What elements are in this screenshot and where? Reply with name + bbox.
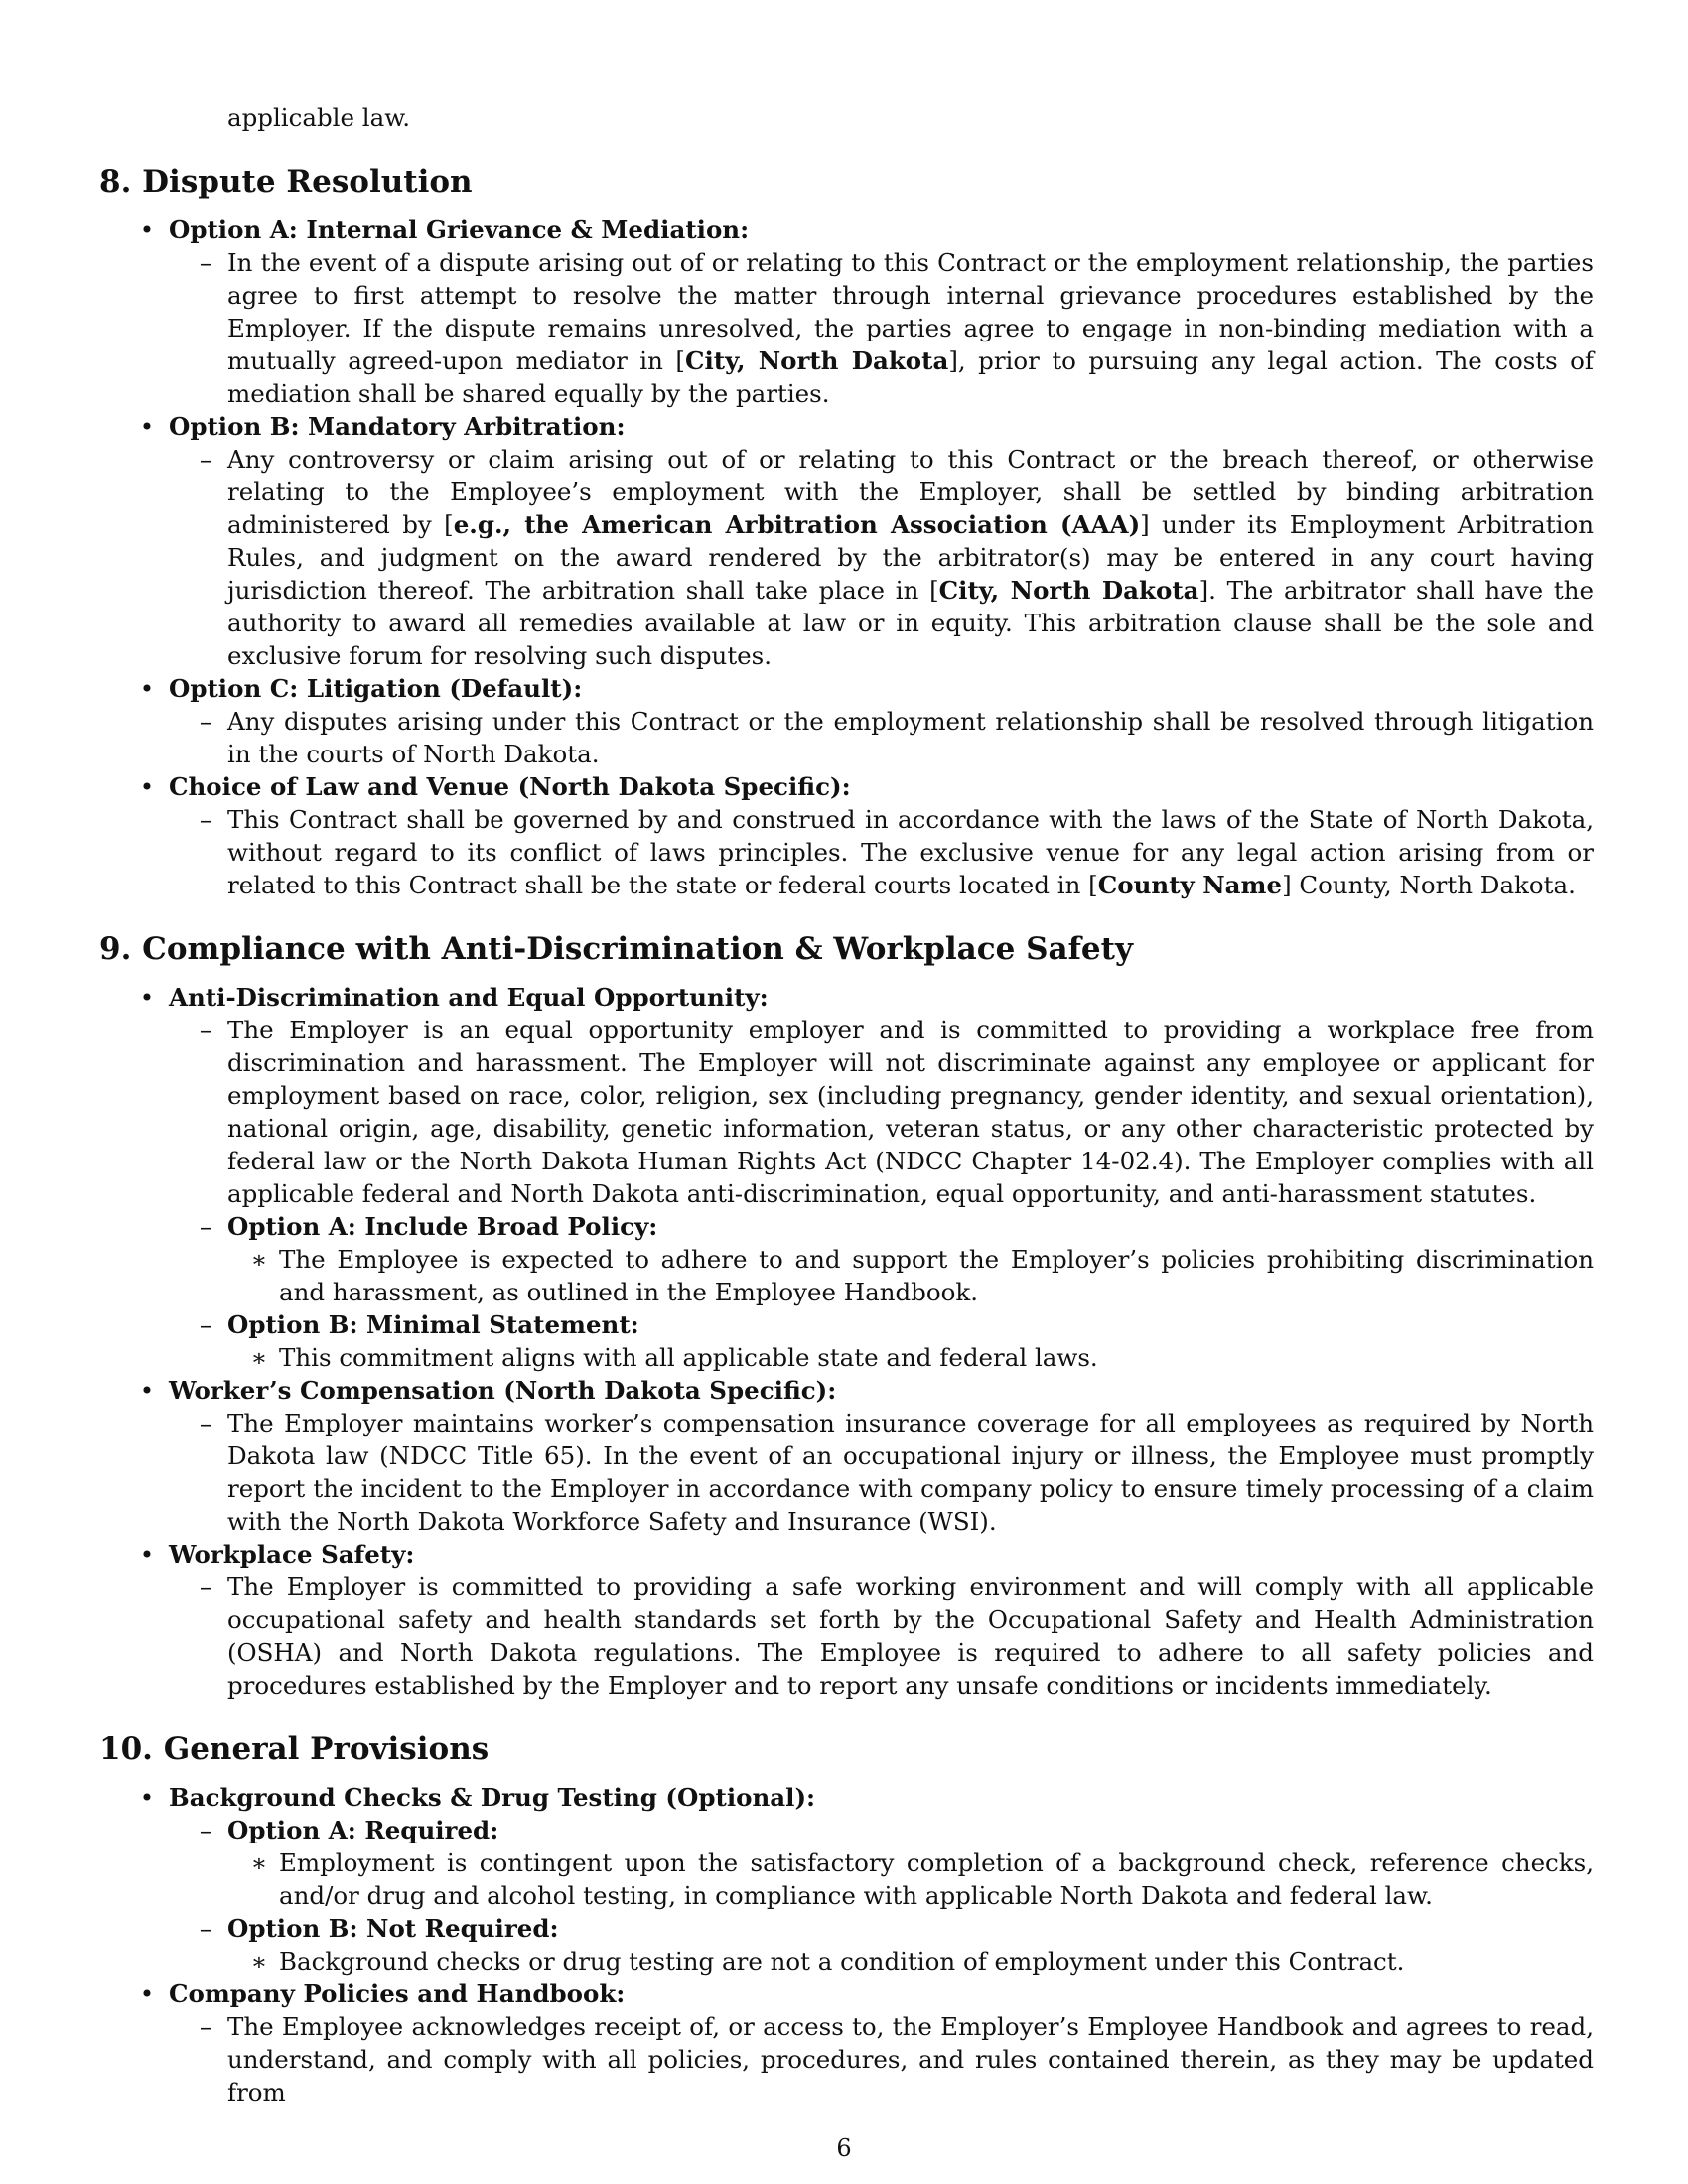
sub-sub-item bbox=[227, 1846, 1594, 1912]
sub-list bbox=[169, 705, 1594, 770]
sub-list bbox=[169, 1570, 1594, 1702]
item-text: This commitment aligns with all applicable state and federal laws. bbox=[279, 1343, 1098, 1372]
star-marker: ∗ bbox=[250, 1947, 268, 1976]
item-heading: Company Policies and Handbook: bbox=[169, 1979, 626, 2008]
section-number: 10. bbox=[99, 1731, 153, 1767]
sub-sub-item bbox=[227, 1341, 1594, 1374]
section-title: General Provisions bbox=[163, 1731, 490, 1767]
list-item-background-checks bbox=[99, 1781, 1594, 1978]
bullet-marker: • bbox=[139, 1540, 155, 1569]
item-heading: Background Checks & Drug Testing (Optional): bbox=[169, 1783, 816, 1812]
list-item-choice-of-law bbox=[99, 770, 1594, 901]
item-text: Background checks or drug testing are not a condition of employment under this Contract. bbox=[279, 1947, 1405, 1976]
dash-marker: – bbox=[199, 1310, 212, 1339]
item-text: Any disputes arising under this Contract or the employment relationship shall be resolved through litigation in the courts of North Dakota. bbox=[227, 707, 1594, 768]
item-heading: Option B: Not Required: bbox=[227, 1914, 559, 1943]
list-item-option-c bbox=[99, 672, 1594, 770]
placeholder-text: e.g., the American Arbitration Association (AAA) bbox=[453, 510, 1141, 539]
item-text: ] under its Employment Arbitration Rules, and judgment on the award rendered by the arbitrator(s) may be entered in any court having jurisdiction thereof. The arbitration shall take place in [ bbox=[227, 510, 1595, 605]
sub-sub-list bbox=[227, 1243, 1594, 1308]
item-text: In the event of a dispute arising out of or relating to this Contract or the employment relationship, the parties agree to first attempt to resolve the matter through internal grievance procedures established by the Employer. If the dispute remains unresolved, the parties agree to engage in non-binding mediation with a mutually agreed-upon mediator in [ bbox=[227, 248, 1594, 375]
dash-marker: – bbox=[199, 805, 212, 834]
sub-item bbox=[169, 443, 1594, 672]
item-text: The Employee is expected to adhere to and support the Employer’s policies prohibiting discrimination and harassment, as outlined in the Employee Handbook. bbox=[279, 1245, 1594, 1306]
item-text: The Employee acknowledges receipt of, or access to, the Employer’s Employee Handbook and agrees to read, understand, and comply with all policies, procedures, and rules contained therein, as they may be updated from bbox=[227, 2012, 1594, 2107]
item-heading: Option C: Litigation (Default): bbox=[169, 674, 583, 703]
sub-item-option-b bbox=[169, 1912, 1594, 1978]
dash-marker: – bbox=[199, 445, 212, 474]
item-text: ] County, North Dakota. bbox=[1282, 871, 1576, 899]
sub-item bbox=[169, 705, 1594, 770]
bullet-marker: • bbox=[139, 1783, 155, 1812]
item-heading: Worker’s Compensation (North Dakota Specific): bbox=[169, 1376, 837, 1405]
sub-list bbox=[169, 2010, 1594, 2109]
document-page bbox=[99, 101, 1594, 2109]
section-number: 9. bbox=[99, 931, 132, 967]
star-marker: ∗ bbox=[250, 1343, 268, 1372]
dash-marker: – bbox=[199, 2012, 212, 2041]
placeholder-text: County Name bbox=[1097, 871, 1283, 899]
list-item-company-policies bbox=[99, 1978, 1594, 2109]
section-dispute-resolution bbox=[99, 162, 1594, 901]
bullet-marker: • bbox=[139, 215, 155, 244]
sub-sub-list bbox=[227, 1846, 1594, 1912]
section-compliance bbox=[99, 929, 1594, 1702]
sub-list bbox=[169, 803, 1594, 901]
bullet-marker: • bbox=[139, 1376, 155, 1405]
dash-marker: – bbox=[199, 1016, 212, 1044]
sub-item-option-b bbox=[169, 1308, 1594, 1374]
section-list bbox=[99, 1781, 1594, 2109]
dash-marker: – bbox=[199, 248, 212, 277]
sub-list bbox=[169, 1014, 1594, 1374]
section-list bbox=[99, 213, 1594, 901]
sub-item bbox=[169, 1407, 1594, 1538]
item-text: The Employer maintains worker’s compensation insurance coverage for all employees as required by North Dakota law (NDCC Title 65). In the event of an occupational injury or illness, the Employee must promptly report the incident to the Employer in accordance with company policy to ensure timely processing of a claim with the North Dakota Workforce Safety and Insurance (WSI). bbox=[227, 1409, 1594, 1536]
item-text: ]. The arbitrator shall have the authority to award all remedies available at law or in equity. This arbitration clause shall be the sole and exclusive forum for resolving such disputes. bbox=[227, 576, 1594, 670]
sub-item bbox=[169, 2010, 1594, 2109]
item-heading: Choice of Law and Venue (North Dakota Specific): bbox=[169, 772, 851, 801]
item-heading: Option A: Include Broad Policy: bbox=[227, 1212, 658, 1241]
sub-list bbox=[169, 1407, 1594, 1538]
placeholder-text: City, North Dakota bbox=[938, 576, 1199, 605]
list-item-workers-compensation bbox=[99, 1374, 1594, 1538]
page-number: 6 bbox=[836, 2134, 852, 2162]
item-text: The Employer is committed to providing a safe working environment and will comply with all applicable occupational safety and health standards set forth by the Occupational Safety and Health Administration (OSHA) and North Dakota regulations. The Employee is required to adhere to all safety policies and procedures established by the Employer and to report any unsafe conditions or incidents immediately. bbox=[227, 1572, 1594, 1700]
item-text: This Contract shall be governed by and construed in accordance with the laws of the State of North Dakota, without regard to its conflict of laws principles. The exclusive venue for any legal action arising from or related to this Contract shall be the state or federal courts located in [ bbox=[227, 805, 1594, 899]
dash-marker: – bbox=[199, 1914, 212, 1943]
sub-item-option-a bbox=[169, 1210, 1594, 1308]
sub-item bbox=[169, 246, 1594, 410]
sub-list bbox=[169, 1814, 1594, 1978]
sub-item-option-a bbox=[169, 1814, 1594, 1912]
sub-sub-list bbox=[227, 1341, 1594, 1374]
sub-sub-list bbox=[227, 1945, 1594, 1978]
section-heading bbox=[99, 162, 1594, 202]
section-heading bbox=[99, 929, 1594, 969]
item-text: Employment is contingent upon the satisfactory completion of a background check, reference checks, and/or drug and alcohol testing, in compliance with applicable North Dakota and federal law. bbox=[279, 1848, 1594, 1910]
sub-item bbox=[169, 803, 1594, 901]
item-heading: Option B: Mandatory Arbitration: bbox=[169, 412, 626, 441]
sub-sub-item bbox=[227, 1945, 1594, 1978]
item-heading: Anti-Discrimination and Equal Opportunity: bbox=[169, 983, 769, 1012]
dash-marker: – bbox=[199, 1212, 212, 1241]
list-item-anti-discrimination bbox=[99, 981, 1594, 1374]
bullet-marker: • bbox=[139, 772, 155, 801]
item-heading: Option A: Internal Grievance & Mediation: bbox=[169, 215, 750, 244]
list-item-option-b bbox=[99, 410, 1594, 672]
dash-marker: – bbox=[199, 1409, 212, 1437]
bullet-marker: • bbox=[139, 412, 155, 441]
section-heading bbox=[99, 1729, 1594, 1769]
continuation-text: applicable law. bbox=[227, 103, 411, 132]
item-heading: Option B: Minimal Statement: bbox=[227, 1310, 639, 1339]
sub-list bbox=[169, 246, 1594, 410]
dash-marker: – bbox=[199, 1816, 212, 1844]
item-heading: Workplace Safety: bbox=[169, 1540, 415, 1569]
section-general-provisions bbox=[99, 1729, 1594, 2109]
dash-marker: – bbox=[199, 1572, 212, 1601]
star-marker: ∗ bbox=[250, 1245, 268, 1274]
list-item-workplace-safety bbox=[99, 1538, 1594, 1702]
section-number: 8. bbox=[99, 164, 132, 200]
sub-sub-item bbox=[227, 1243, 1594, 1308]
section-title: Dispute Resolution bbox=[142, 164, 473, 200]
placeholder-text: City, North Dakota bbox=[684, 346, 949, 375]
sub-item bbox=[169, 1014, 1594, 1210]
item-text: The Employer is an equal opportunity employer and is committed to providing a workplace free from discrimination and harassment. The Employer will not discriminate against any employee or applicant for employment based on race, color, religion, sex (including pregnancy, gender identity, and sexual orientation), national origin, age, disability, genetic information, veteran status, or any other characteristic protected by federal law or the North Dakota Human Rights Act (NDCC Chapter 14-02.4). The Employer complies with all applicable federal and North Dakota anti-discrimination, equal opportunity, and anti-harassment statutes. bbox=[227, 1016, 1594, 1208]
star-marker: ∗ bbox=[250, 1848, 268, 1877]
bullet-marker: • bbox=[139, 983, 155, 1012]
section-title: Compliance with Anti-Discrimination & Workplace Safety bbox=[142, 931, 1133, 967]
item-text: Any controversy or claim arising out of or relating to this Contract or the breach thereof, or otherwise relating to the Employee’s employment with the Employer, shall be settled by binding arbitration administered by [ bbox=[227, 445, 1594, 539]
bullet-marker: • bbox=[139, 1979, 155, 2008]
section-list bbox=[99, 981, 1594, 1702]
bullet-marker: • bbox=[139, 674, 155, 703]
item-text: ], prior to pursuing any legal action. The costs of mediation shall be shared equally by the parties. bbox=[227, 346, 1594, 408]
dash-marker: – bbox=[199, 707, 212, 736]
list-item-option-a bbox=[99, 213, 1594, 410]
item-heading: Option A: Required: bbox=[227, 1816, 499, 1844]
sub-item bbox=[169, 1570, 1594, 1702]
sub-list bbox=[169, 443, 1594, 672]
